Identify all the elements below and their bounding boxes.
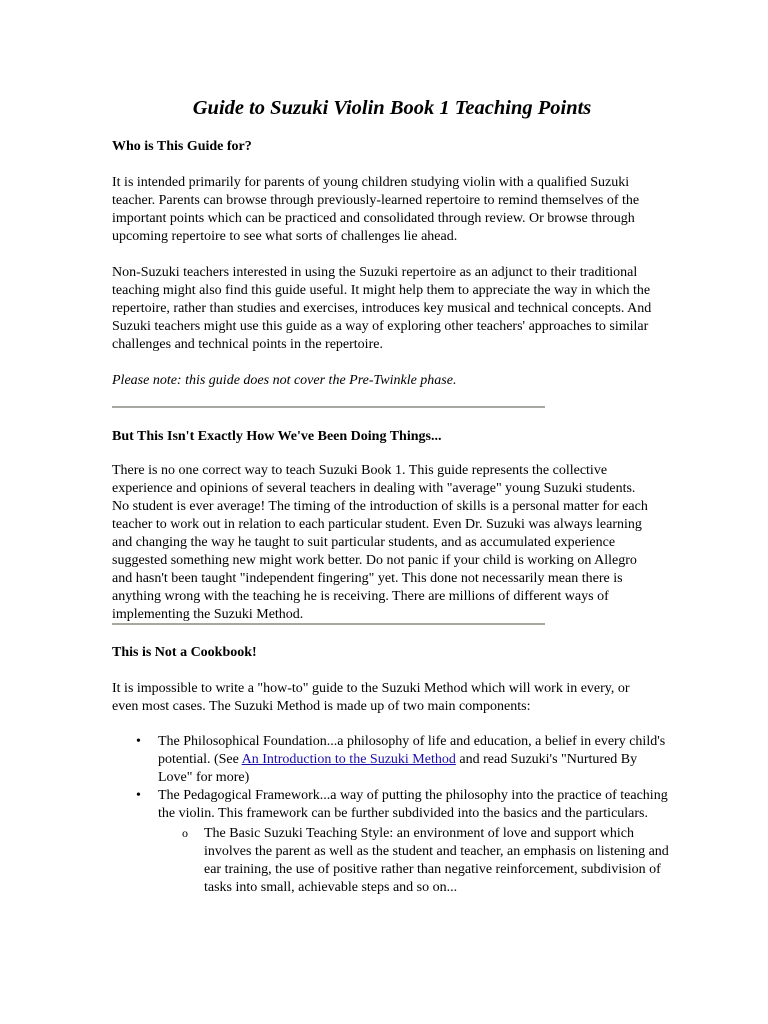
- heading-not-how-we-do: But This Isn't Exactly How We've Been Doing Things...: [112, 429, 442, 444]
- bullet1-text-before: The Philosophical Foundation...a philosophy of life and education, a belief in every child's potential. (See: [158, 734, 666, 767]
- divider: [112, 623, 545, 625]
- heading-who-is-guide-for: Who is This Guide for?: [112, 139, 252, 154]
- note-pre-twinkle: Please note: this guide does not cover the Pre-Twinkle phase.: [112, 373, 457, 388]
- list-item-pedagogical-framework: [112, 787, 672, 897]
- paragraph-intended-for: It is intended primarily for parents of young children studying violin with a qualified Suzuki teacher. Parents can browse through previously-learned repertoire to remind themselves of the important points which can be practiced and consolidated through review. Or browse through upcoming repertoire to see what sorts of challenges lie ahead.: [112, 175, 640, 244]
- components-list: [112, 733, 672, 897]
- bullet2-text: The Pedagogical Framework...a way of putting the philosophy into the practice of teaching the violin. This framework can be further subdivided into the basics and the particulars.: [158, 788, 668, 821]
- divider: [112, 406, 545, 408]
- paragraph-non-suzuki-teachers: Non-Suzuki teachers interested in using the Suzuki repertoire as an adjunct to their traditional teaching might also find this guide useful. It might help them to appreciate the way in which the repertoire, rather than studies and exercises, introduces key musical and technical concepts. And Suzuki teachers might use this guide as a way of exploring other teachers' approaches to similar challenges and technical points in the repertoire.: [112, 265, 652, 352]
- list-item-philosophical-foundation: [112, 733, 672, 787]
- bullet1-text-after: and read Suzuki's "Nurtured By Love" for more): [158, 752, 638, 785]
- sublist-item-basic-teaching-style: o The Basic Suzuki Teaching Style: an environment of love and support which involves the parent as well as the student and teacher, an emphasis on listening and ear training, the use of positive rather than negative reinforcement, subdivision of tasks into small, achievable steps and so on...: [158, 825, 672, 897]
- paragraph-no-one-correct-way: There is no one correct way to teach Suzuki Book 1. This guide represents the collective experience and opinions of several teachers in dealing with "average" young Suzuki students. No student is ever average! The timing of the introduction of skills is a personal matter for each teacher to work out in relation to each particular student. Even Dr. Suzuki was always learning and changing the way he taught to suit particular students, and as accumulated experience suggested something new might work better. Do not panic if your child is working on Allegro and hasn't been taught "independent fingering" yet. This done not necessarily mean there is anything wrong with the teaching he is receiving. There are millions of different ways of implementing the Suzuki Method.: [112, 463, 648, 622]
- intro-suzuki-method-link[interactable]: An Introduction to the Suzuki Method: [241, 752, 456, 767]
- page-title: Guide to Suzuki Violin Book 1 Teaching Points: [192, 97, 592, 119]
- heading-not-a-cookbook: This is Not a Cookbook!: [112, 645, 257, 660]
- paragraph-impossible-how-to: It is impossible to write a "how-to" guide to the Suzuki Method which will work in every, or even most cases. The Suzuki Method is made up of two main components:: [112, 681, 630, 714]
- framework-sublist: [158, 825, 672, 897]
